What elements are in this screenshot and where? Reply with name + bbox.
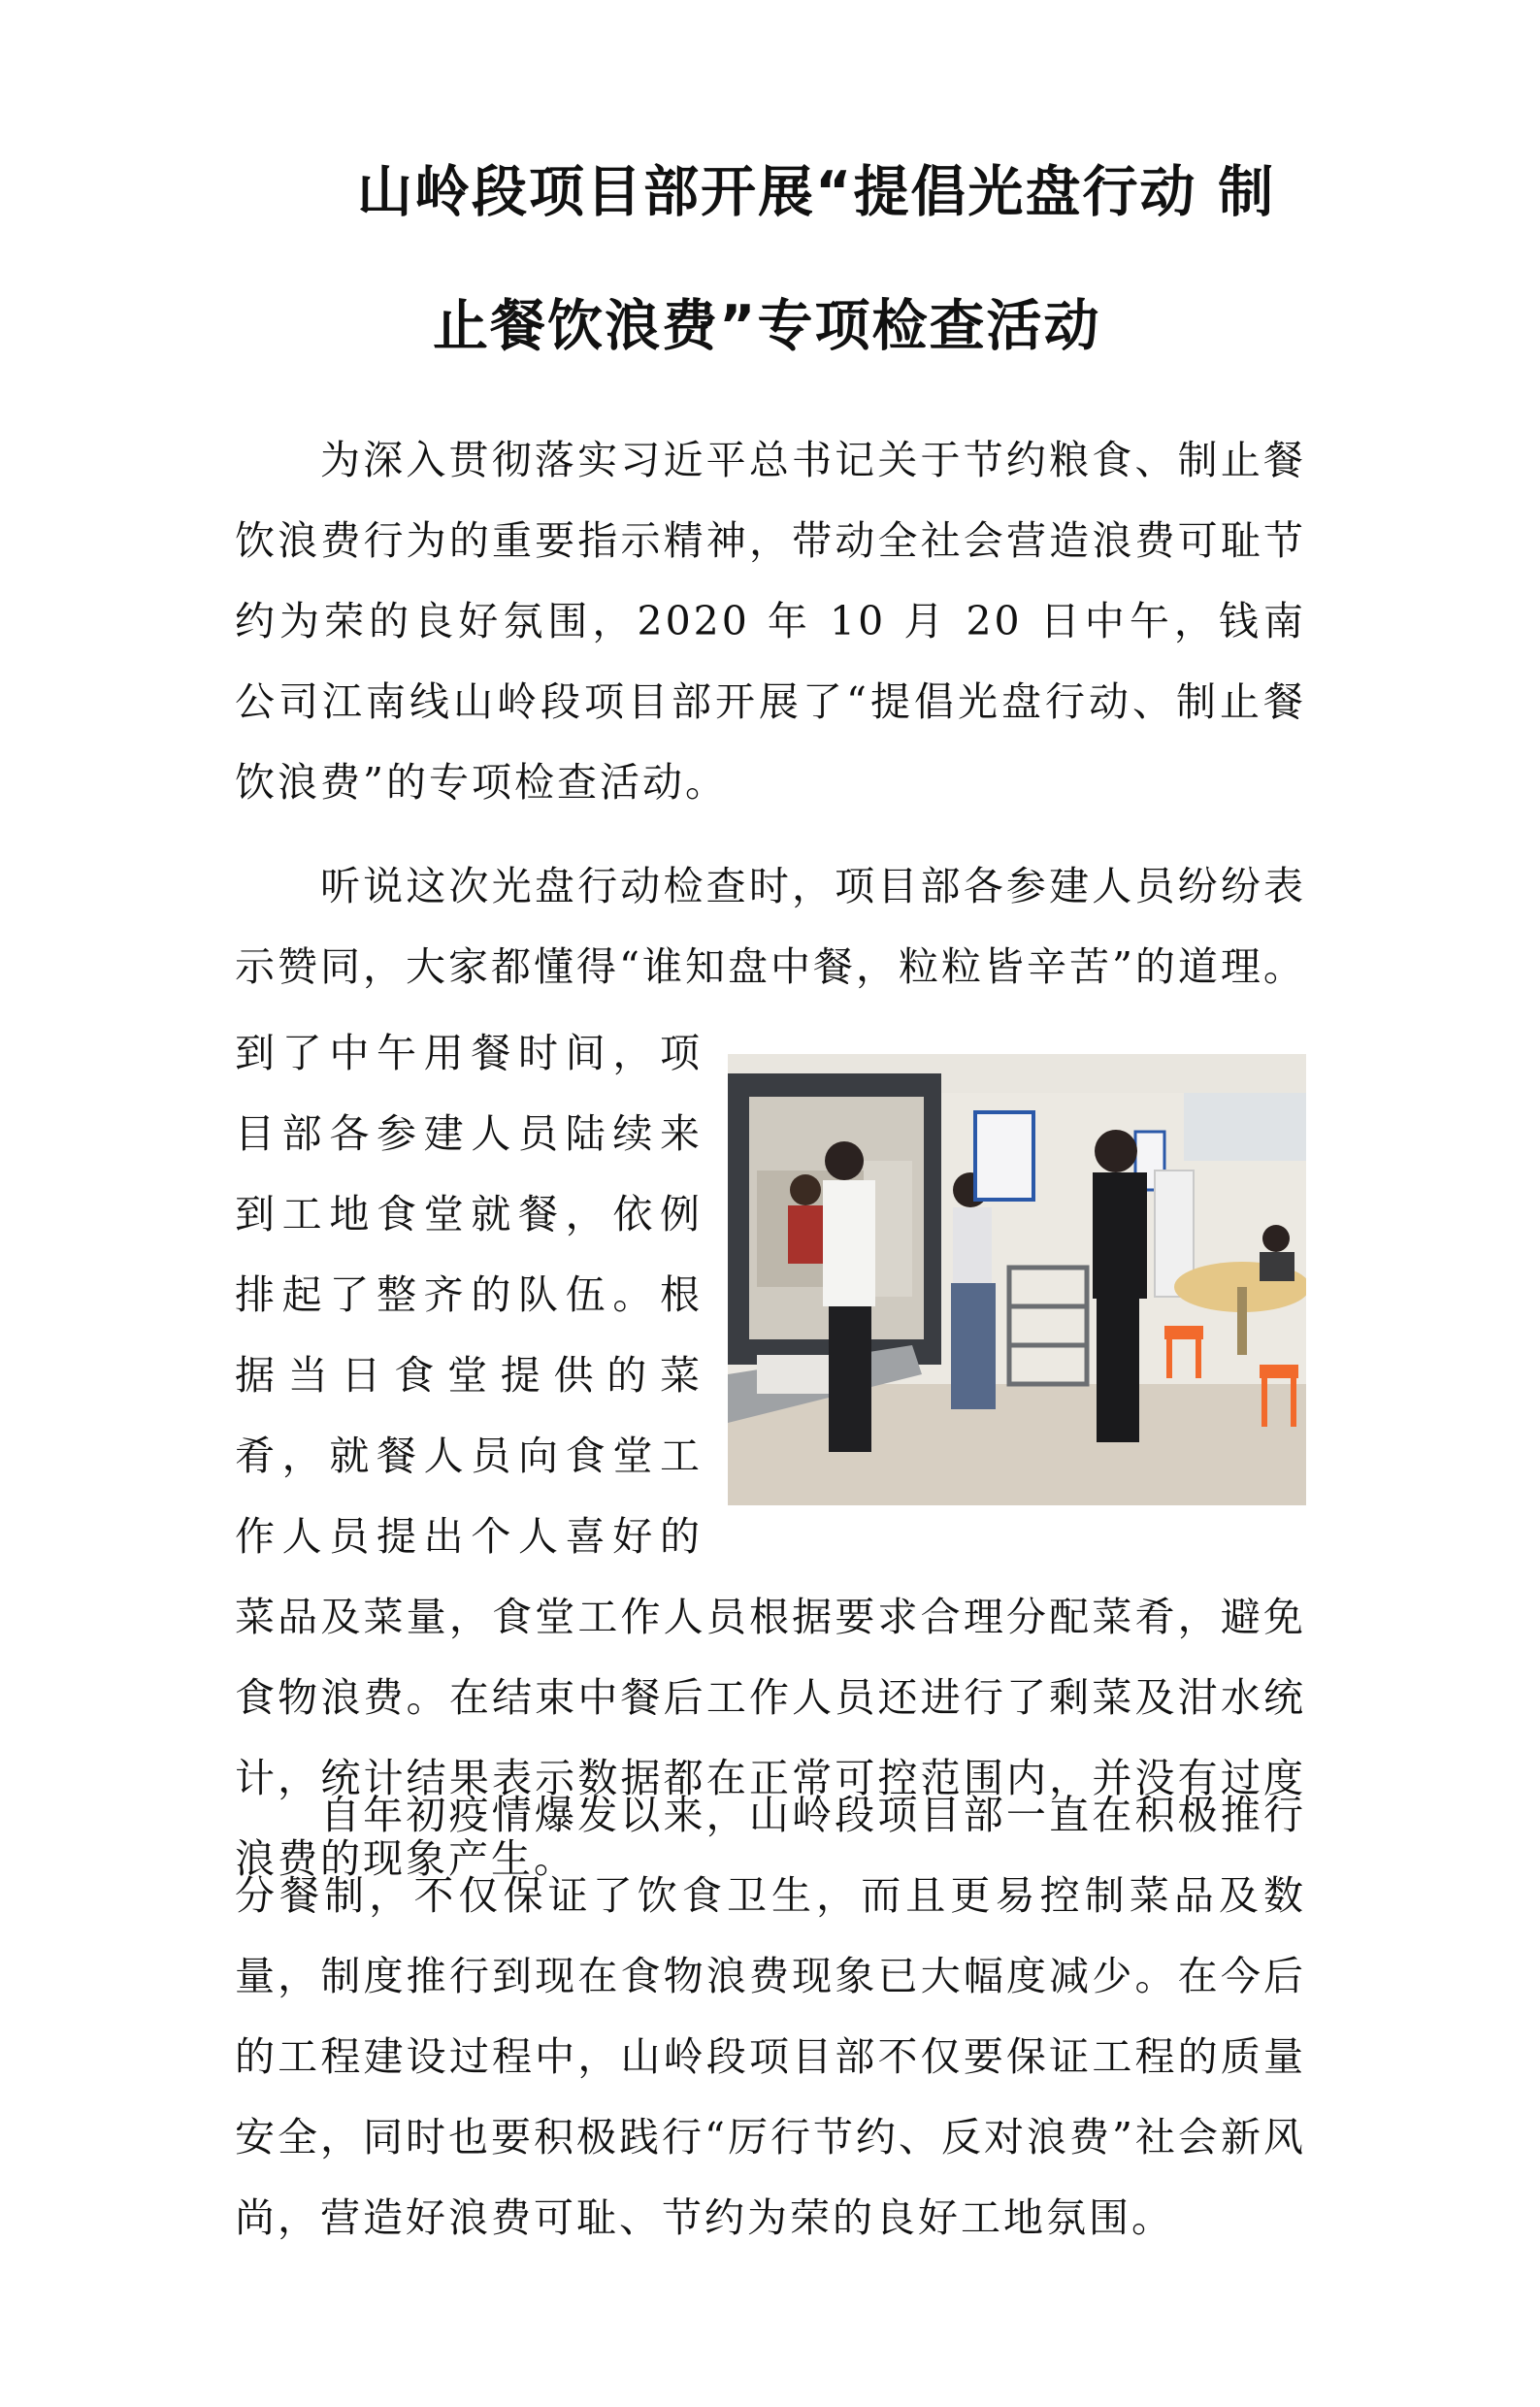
paragraph-1: 为深入贯彻落实习近平总书记关于节约粮食、制止餐饮浪费行为的重要指示精神，带动全社会营造浪费可耻节约为荣的良好氛围，2020 年 10 月 20 日中午，钱南公司江南线山岭段项目部开展了“提倡光盘行动、制止餐饮浪费”的专项检查活动。 (235, 437, 1306, 806)
paragraph-2-body: 到了中午用餐时间，项目部各参建人员陆续来到工地食堂就餐，依例排起了整齐的队伍。根据当日食堂提供的菜肴，就餐人员向食堂工作人员提出个人喜好的菜品及菜量，食堂工作人员根据要求合理分配菜肴，避免食物浪费。在结束中餐后工作人员还进行了剩菜及泔水统计，统计结果表示数据都在正常可控范围内，并没有过度浪费的现象产生。 (235, 1030, 1306, 1882)
paragraph-2-intro: 听说这次光盘行动检查时，项目部各参建人员纷纷表示赞同，大家都懂得“谁知盘中餐，粒粒皆辛苦”的道理。 (235, 863, 1306, 990)
canteen-photo-image (728, 1054, 1306, 1505)
paragraph-3: 自年初疫情爆发以来，山岭段项目部一直在积极推行分餐制，不仅保证了饮食卫生，而且更易控制菜品及数量，制度推行到现在食物浪费现象已大幅度减少。在今后的工程建设过程中，山岭段项目部不仅要保证工程的质量安全，同时也要积极践行“厉行节约、反对浪费”社会新风尚，营造好浪费可耻、节约为荣的良好工地氛围。 (235, 1792, 1306, 2241)
title-line-2: 止餐饮浪费”专项检查活动 (433, 294, 1101, 358)
canteen-photo (728, 1054, 1306, 1505)
paragraph-2-with-photo (235, 1013, 1306, 1899)
title-line-1: 山岭段项目部开展“提倡光盘行动 制 (357, 160, 1276, 224)
